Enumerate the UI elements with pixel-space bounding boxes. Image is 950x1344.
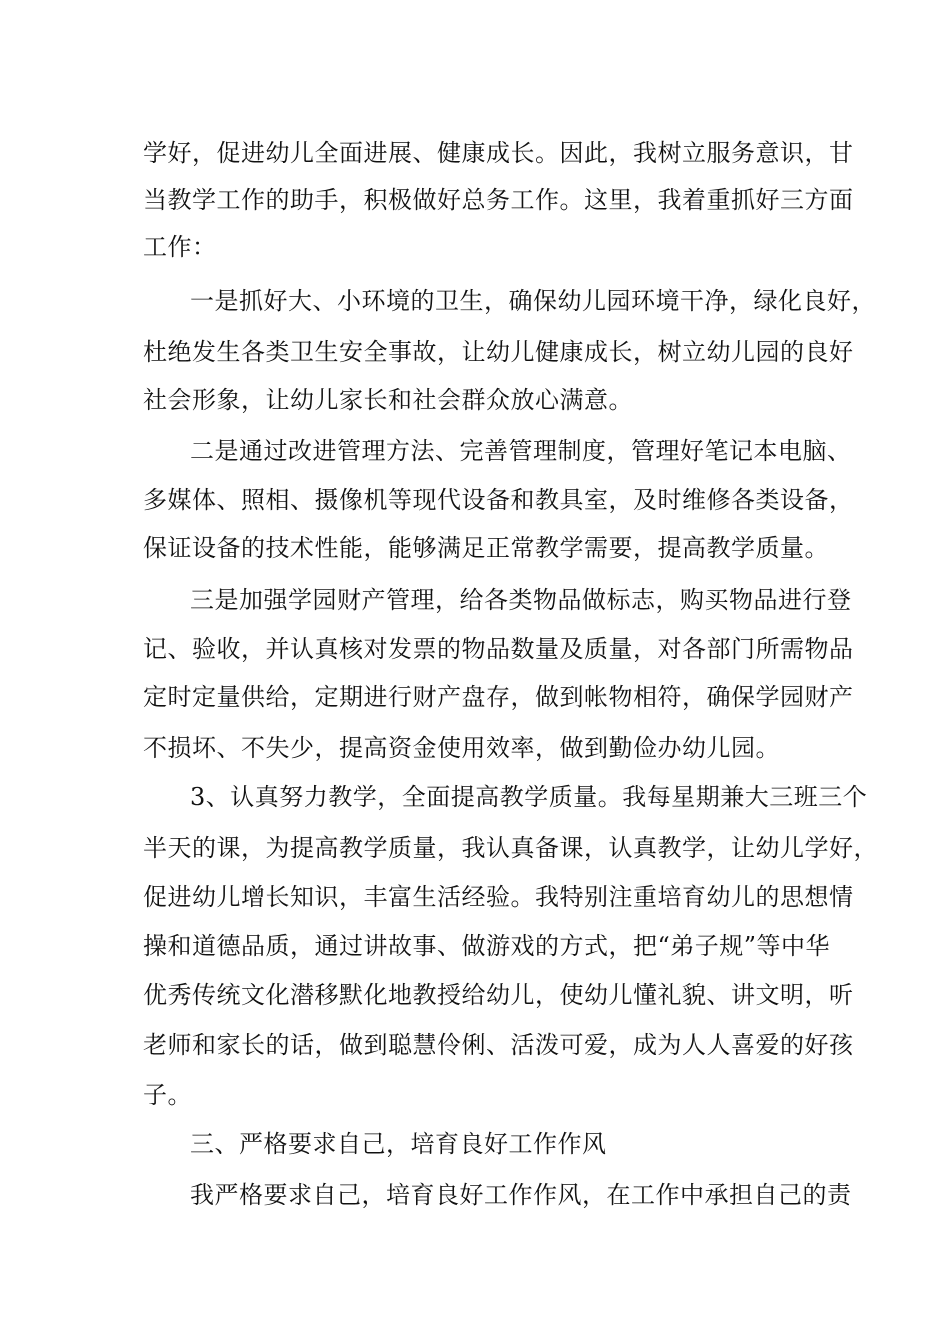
text-line: 二是通过改进管理方法、完善管理制度，管理好笔记本电脑、 bbox=[190, 437, 852, 465]
text-line: 老师和家长的话，做到聪慧伶俐、活泼可爱，成为人人喜爱的好孩 bbox=[143, 1031, 854, 1059]
text-line: 记、验收，并认真核对发票的物品数量及质量，对各部门所需物品 bbox=[143, 635, 854, 663]
text-line: 定时定量供给，定期进行财产盘存，做到帐物相符，确保学园财产 bbox=[143, 683, 854, 711]
text-line: 工作： bbox=[143, 233, 217, 261]
section-heading: 三、严格要求自己，培育良好工作作风 bbox=[190, 1130, 607, 1158]
text-line: 社会形象，让幼儿家长和社会群众放心满意。 bbox=[143, 386, 633, 414]
text-line: 我严格要求自己，培育良好工作作风，在工作中承担自己的责 bbox=[190, 1181, 852, 1209]
text-line: 保证设备的技术性能，能够满足正常教学需要，提高教学质量。 bbox=[143, 534, 829, 562]
text-line: 半天的课，为提高教学质量，我认真备课，认真教学，让幼儿学好， bbox=[143, 834, 878, 862]
text-line: 杜绝发生各类卫生安全事故，让幼儿健康成长，树立幼儿园的良好 bbox=[143, 338, 854, 366]
text-line: 子。 bbox=[143, 1081, 192, 1109]
text-line: 当教学工作的助手，积极做好总务工作。这里，我着重抓好三方面 bbox=[143, 186, 854, 214]
text-line: 一是抓好大、小环境的卫生，确保幼儿园环境干净，绿化良好， bbox=[190, 287, 876, 315]
text-line: 不损坏、不失少，提高资金使用效率，做到勤俭办幼儿园。 bbox=[143, 734, 780, 762]
text-line: 操和道德品质，通过讲故事、做游戏的方式，把“弟子规”等中华 bbox=[143, 932, 831, 960]
text-line: 3、认真努力教学，全面提高教学质量。我每星期兼大三班三个 bbox=[190, 783, 868, 811]
text-line: 促进幼儿增长知识，丰富生活经验。我特别注重培育幼儿的思想情 bbox=[143, 883, 854, 911]
text-line: 学好，促进幼儿全面进展、健康成长。因此，我树立服务意识，甘 bbox=[143, 139, 854, 167]
text-line: 多媒体、照相、摄像机等现代设备和教具室，及时维修各类设备， bbox=[143, 486, 854, 514]
text-line: 三是加强学园财产管理，给各类物品做标志，购买物品进行登 bbox=[190, 586, 852, 614]
text-line: 优秀传统文化潜移默化地教授给幼儿，使幼儿懂礼貌、讲文明，听 bbox=[143, 981, 854, 1009]
